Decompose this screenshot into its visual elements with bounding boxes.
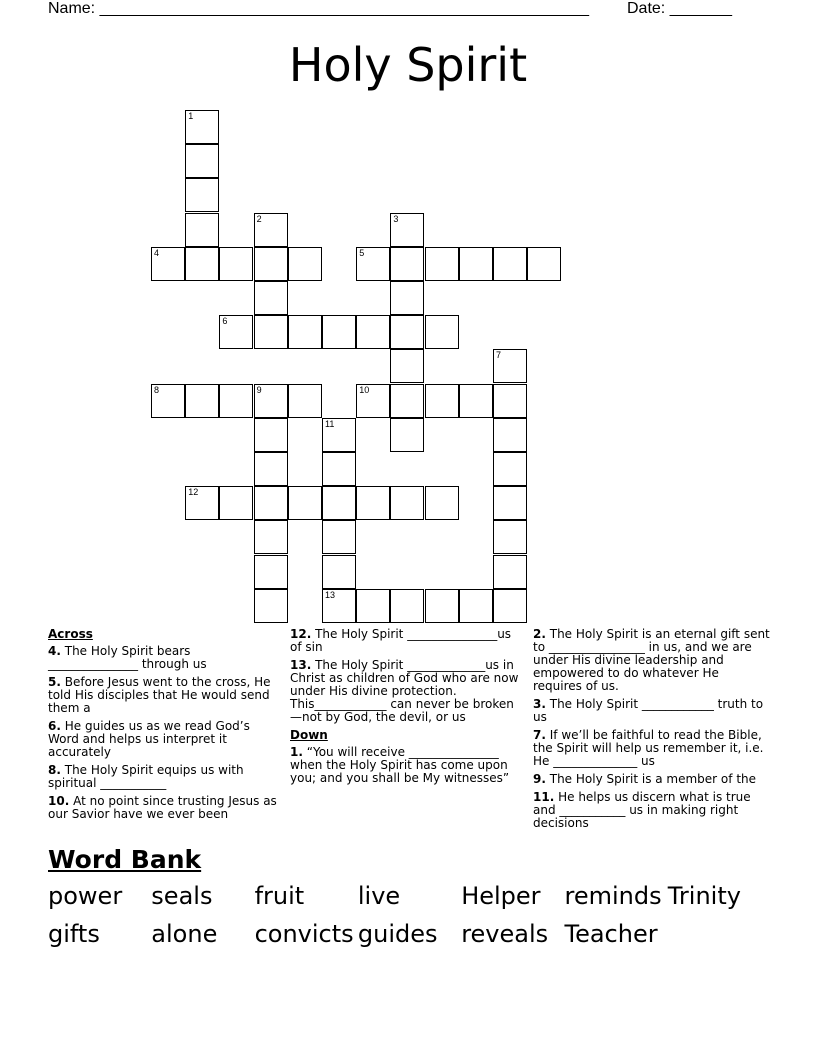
word-bank-item: gifts — [48, 920, 100, 948]
grid-cell[interactable] — [322, 418, 356, 452]
grid-cell[interactable] — [425, 486, 459, 520]
grid-cell[interactable] — [459, 589, 493, 623]
grid-cell[interactable] — [219, 315, 253, 349]
grid-cell[interactable] — [390, 384, 424, 418]
grid-cell[interactable] — [356, 247, 390, 281]
clue-across-12: 12. The Holy Spirit _______________us of sin — [290, 627, 512, 654]
grid-cell[interactable] — [356, 589, 390, 623]
grid-cell[interactable] — [322, 315, 356, 349]
grid-cell[interactable] — [390, 247, 424, 281]
word-bank-item: guides — [357, 920, 438, 948]
clue-across-10: 10. At no point since trusting Jesus as our Savior have we ever been — [48, 794, 277, 821]
grid-cell[interactable] — [254, 418, 288, 452]
clue-down-3: 3. The Holy Spirit ____________ truth to us — [533, 697, 764, 724]
clue-number: 3 — [393, 213, 399, 224]
grid-cell[interactable] — [459, 247, 493, 281]
clue-column-2 — [290, 628, 520, 790]
grid-cell[interactable] — [254, 384, 288, 418]
clue-across-8: 8. The Holy Spirit equips us with spiritual ___________ — [48, 763, 244, 790]
clue-across-13: 13. The Holy Spirit _____________us in Christ as children of God who are now under His divine protection. This____________ can never be broken—not by God, the devil, or us — [290, 658, 519, 724]
grid-cell[interactable] — [254, 486, 288, 520]
grid-cell[interactable] — [254, 520, 288, 554]
grid-cell[interactable] — [219, 247, 253, 281]
clue-number: 10 — [359, 384, 370, 395]
grid-cell[interactable] — [288, 247, 322, 281]
grid-cell[interactable] — [322, 555, 356, 589]
grid-cell[interactable] — [185, 247, 219, 281]
grid-cell[interactable] — [185, 110, 219, 144]
grid-cell[interactable] — [493, 384, 527, 418]
clue-number: 1 — [188, 111, 194, 121]
grid-cell[interactable] — [185, 213, 219, 247]
word-bank-item: Teacher — [564, 920, 658, 948]
clue-number: 2 — [256, 213, 262, 224]
grid-cell[interactable] — [493, 452, 527, 486]
grid-cell[interactable] — [151, 384, 185, 418]
word-bank-item: power — [48, 882, 123, 910]
word-bank-item: live — [357, 882, 401, 910]
grid-cell[interactable] — [390, 213, 424, 247]
grid-cell[interactable] — [527, 247, 561, 281]
clue-number: 9 — [256, 384, 262, 395]
grid-cell[interactable] — [322, 486, 356, 520]
date-line: Date: _______ — [627, 0, 732, 17]
grid-cell[interactable] — [390, 349, 424, 383]
grid-cell[interactable] — [390, 281, 424, 315]
grid-cell[interactable] — [356, 384, 390, 418]
grid-cell[interactable] — [254, 315, 288, 349]
grid-cell[interactable] — [254, 452, 288, 486]
across-heading: Across — [48, 627, 93, 641]
clue-number: 13 — [325, 589, 336, 600]
grid-cell[interactable] — [425, 247, 459, 281]
grid-cell[interactable] — [493, 589, 527, 623]
word-bank-item: convicts — [254, 920, 354, 948]
grid-cell[interactable] — [493, 555, 527, 589]
grid-cell[interactable] — [390, 315, 424, 349]
clue-number: 5 — [359, 247, 365, 258]
clue-number: 12 — [188, 487, 199, 498]
grid-cell[interactable] — [254, 589, 288, 623]
clue-number: 8 — [154, 384, 160, 395]
clue-down-7: 7. If we’ll be faithful to read the Bible, the Spirit will help us remember it, i.e. He ______________ us — [533, 728, 764, 768]
grid-cell[interactable] — [493, 247, 527, 281]
page-title: Holy Spirit — [288, 38, 528, 92]
clue-down-2: 2. The Holy Spirit is an eternal gift sent to ________________ in us, and we are under His divine leadership and empowered to do whatever He requires of us. — [533, 627, 770, 693]
grid-cell[interactable] — [254, 281, 288, 315]
clue-across-5: 5. Before Jesus went to the cross, He told His disciples that He would send them a — [48, 675, 271, 715]
word-bank-item: Trinity — [667, 882, 741, 910]
grid-cell[interactable] — [219, 384, 253, 418]
grid-cell[interactable] — [425, 315, 459, 349]
down-heading: Down — [290, 728, 328, 742]
word-bank-item: Helper — [461, 882, 541, 910]
clue-down-9: 9. The Holy Spirit is a member of the — [533, 772, 757, 786]
grid-cell[interactable] — [356, 315, 390, 349]
grid-cell[interactable] — [356, 486, 390, 520]
grid-cell[interactable] — [493, 349, 527, 383]
word-bank-item: fruit — [254, 882, 305, 910]
clue-across-4: 4. The Holy Spirit bears _______________ through us — [48, 644, 207, 671]
grid-cell[interactable] — [288, 486, 322, 520]
clue-column-3 — [533, 628, 771, 835]
grid-cell[interactable] — [185, 178, 219, 212]
grid-cell[interactable] — [219, 486, 253, 520]
clue-column-1 — [48, 628, 278, 826]
grid-cell[interactable] — [425, 384, 459, 418]
word-bank-title: Word Bank — [48, 845, 202, 874]
grid-cell[interactable] — [254, 213, 288, 247]
name-line: Name: _______________________________________________________ — [48, 0, 589, 17]
clue-across-6: 6. He guides us as we read God’s Word and helps us interpret it accurately — [48, 719, 250, 759]
grid-cell[interactable] — [493, 486, 527, 520]
grid-cell[interactable] — [390, 486, 424, 520]
grid-cell[interactable] — [322, 452, 356, 486]
word-bank-item: reminds — [564, 882, 662, 910]
grid-cell[interactable] — [425, 589, 459, 623]
grid-cell[interactable] — [185, 384, 219, 418]
clue-down-11: 11. He helps us discern what is true and ___________ us in making right decisions — [533, 790, 751, 830]
grid-cell[interactable] — [185, 486, 219, 520]
grid-cell[interactable] — [390, 418, 424, 452]
clue-down-1: 1. “You will receive _______________ when the Holy Spirit has come upon you; and you shall be My witnesses” — [290, 745, 510, 785]
clue-number: 4 — [154, 247, 160, 258]
clue-number: 7 — [496, 350, 502, 361]
grid-cell[interactable] — [459, 384, 493, 418]
clue-number: 6 — [222, 316, 228, 327]
grid-cell[interactable] — [322, 589, 356, 623]
word-bank-item: alone — [151, 920, 218, 948]
grid-cell[interactable] — [493, 418, 527, 452]
word-bank-item: seals — [151, 882, 213, 910]
grid-cell[interactable] — [151, 247, 185, 281]
word-bank-item: reveals — [461, 920, 549, 948]
grid-cell[interactable] — [390, 589, 424, 623]
clue-number: 11 — [325, 418, 335, 429]
grid-cell[interactable] — [185, 144, 219, 178]
grid-cell[interactable] — [493, 520, 527, 554]
grid-cell[interactable] — [288, 315, 322, 349]
grid-cell[interactable] — [254, 555, 288, 589]
grid-cell[interactable] — [288, 384, 322, 418]
grid-cell[interactable] — [322, 520, 356, 554]
grid-cell[interactable] — [254, 247, 288, 281]
